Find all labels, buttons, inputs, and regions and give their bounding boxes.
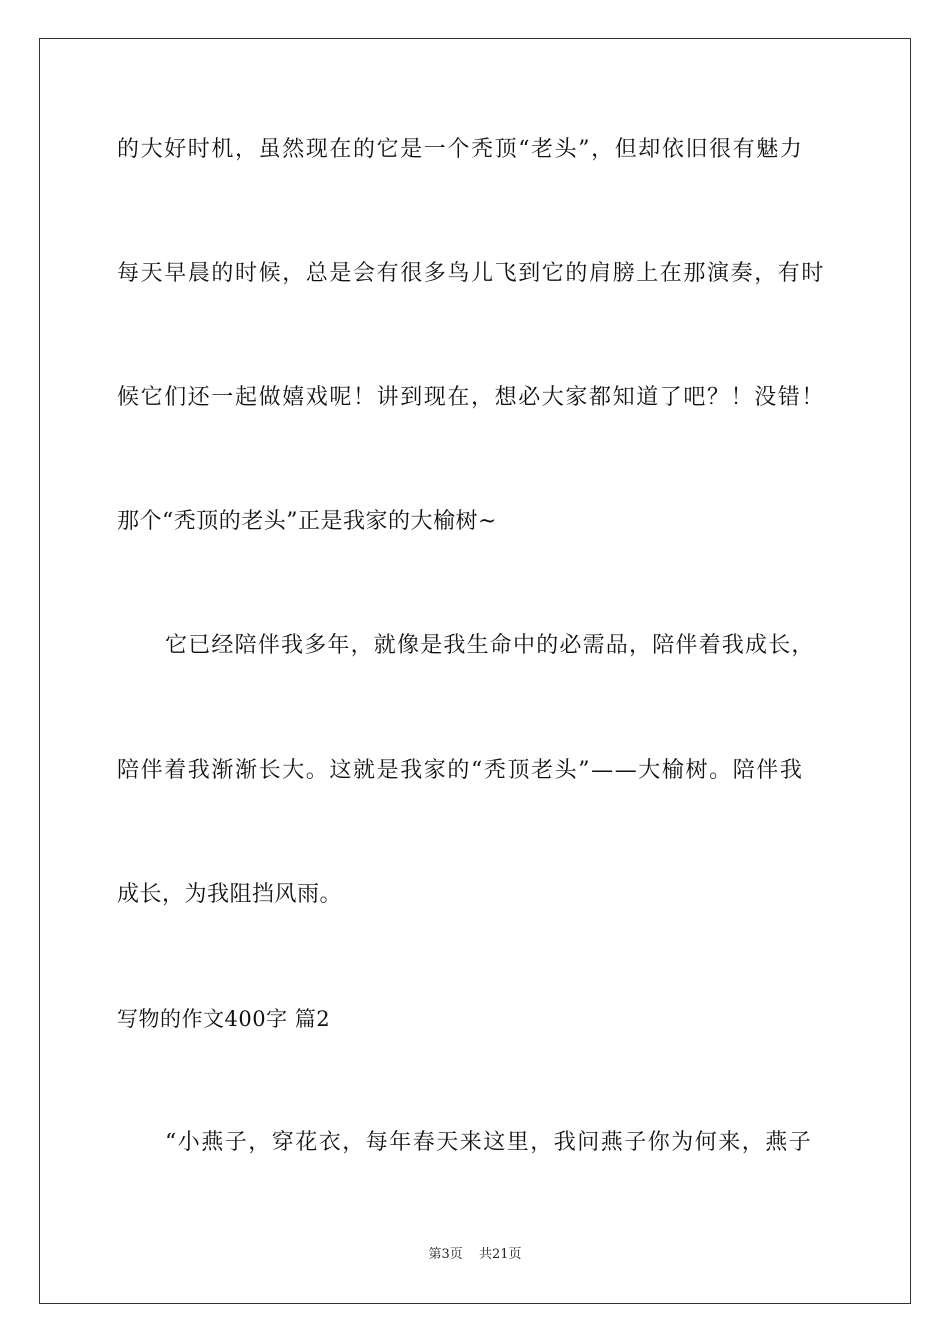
page-number: 第3页 bbox=[428, 1247, 463, 1262]
body-text-line: 成长，为我阻挡风雨。 bbox=[117, 882, 343, 907]
section-heading: 写物的作文400字 篇2 bbox=[117, 1007, 331, 1031]
paragraph-start-line: 它已经陪伴我多年，就像是我生命中的必需品，陪伴着我成长， bbox=[165, 633, 815, 658]
body-text-line: 那个“秃顶的老头”正是我家的大榆树~ bbox=[117, 509, 497, 534]
page-footer bbox=[0, 1246, 950, 1264]
paragraph-start-line: “小燕子，穿花衣，每年春天来这里，我问燕子你为何来，燕子 bbox=[165, 1130, 813, 1155]
page-frame bbox=[39, 38, 911, 1304]
body-text-line: 候它们还一起做嬉戏呢！讲到现在，想必大家都知道了吧？！没错！ bbox=[117, 385, 826, 410]
body-text-line: 的大好时机，虽然现在的它是一个秃顶“老头”，但却依旧很有魅力 bbox=[117, 137, 804, 162]
body-text-line: 每天早晨的时候，总是会有很多鸟儿飞到它的肩膀上在那演奏，有时 bbox=[117, 261, 826, 286]
body-text-line: 陪伴着我渐渐长大。这就是我家的“秃顶老头”——大榆树。陪伴我 bbox=[117, 758, 804, 783]
page-total: 共21页 bbox=[478, 1247, 522, 1262]
